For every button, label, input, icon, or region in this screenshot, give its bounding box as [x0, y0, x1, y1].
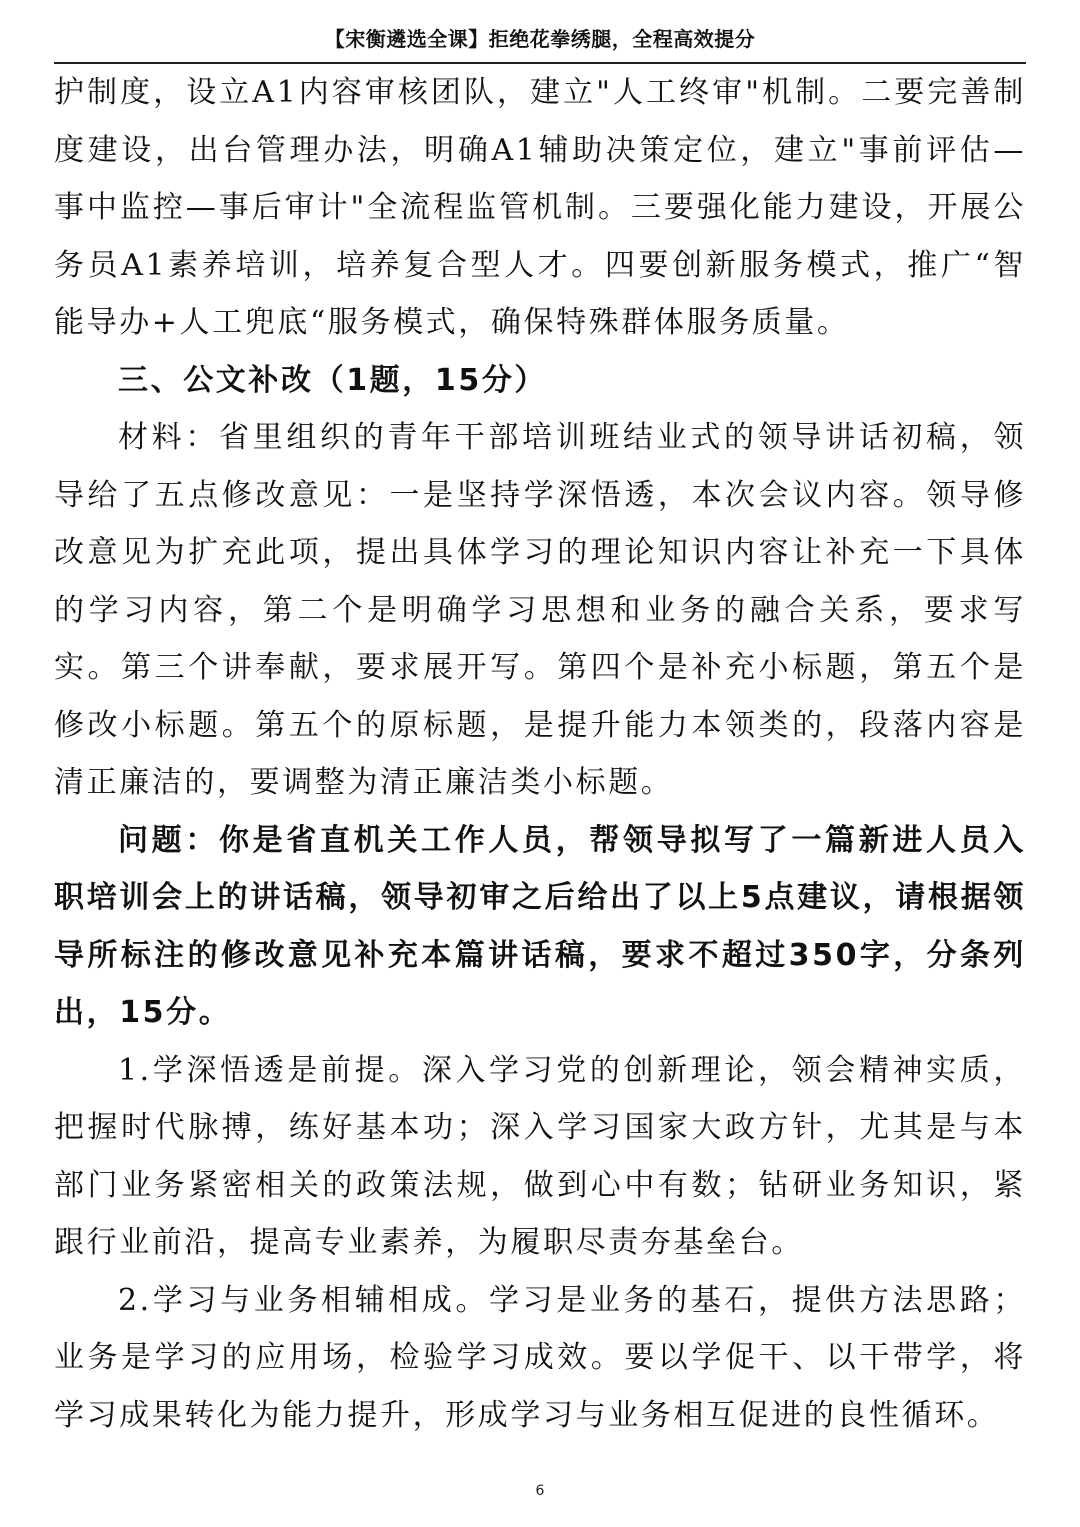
page-number: 6: [535, 1483, 545, 1499]
answer-item-2: 2.学习与业务相辅相成。学习是业务的基石，提供方法思路；业务是学习的应用场，检验学习成效。要以学促干、以干带学，将学习成果转化为能力提升，形成学习与业务相互促进的良性循环。: [54, 1282, 1026, 1433]
section-title: 三、公文补改（1题，15分）: [118, 362, 548, 398]
answer-item-1: 1.学深悟透是前提。深入学习党的创新理论，领会精神实质，把握时代脉搏，练好基本功；深入学习国家大政方针，尤其是与本部门业务紧密相关的政策法规，做到心中有数；钻研业务知识，紧跟行业前沿，提高专业素养，为履职尽责夯基垒台。: [54, 1052, 1026, 1260]
paragraph-continued: 护制度，设立A1内容审核团队，建立"人工终审"机制。二要完善制度建设，出台管理办法，明确A1辅助决策定位，建立"事前评估—事中监控—事后审计"全流程监管机制。三要强化能力建设，开展公务员A1素养培训，培养复合型人才。四要创新服务模式，推广“智能导办+人工兜底“服务模式，确保特殊群体服务质量。: [54, 75, 1026, 340]
question-paragraph: 问题：你是省直机关工作人员，帮领导拟写了一篇新进人员入职培训会上的讲话稿，领导初审之后给出了以上5点建议，请根据领导所标注的修改意见补充本篇讲话稿，要求不超过350字，分条列出，15分。: [54, 822, 1026, 1030]
material-paragraph: 材料：省里组织的青年干部培训班结业式的领导讲话初稿，领导给了五点修改意见：一是坚持学深悟透，本次会议内容。领导修改意见为扩充此项，提出具体学习的理论知识内容让补充一下具体的学习内容，第二个是明确学习思想和业务的融合关系，要求写实。第三个讲奉献，要求展开写。第四个是补充小标题，第五个是修改小标题。第五个的原标题，是提升能力本领类的，段落内容是清正廉洁的，要调整为清正廉洁类小标题。: [54, 420, 1026, 800]
document-body: [54, 64, 1026, 1444]
page-header: 【宋衡遴选全课】拒绝花拳绣腿，全程高效提分: [54, 24, 1026, 64]
